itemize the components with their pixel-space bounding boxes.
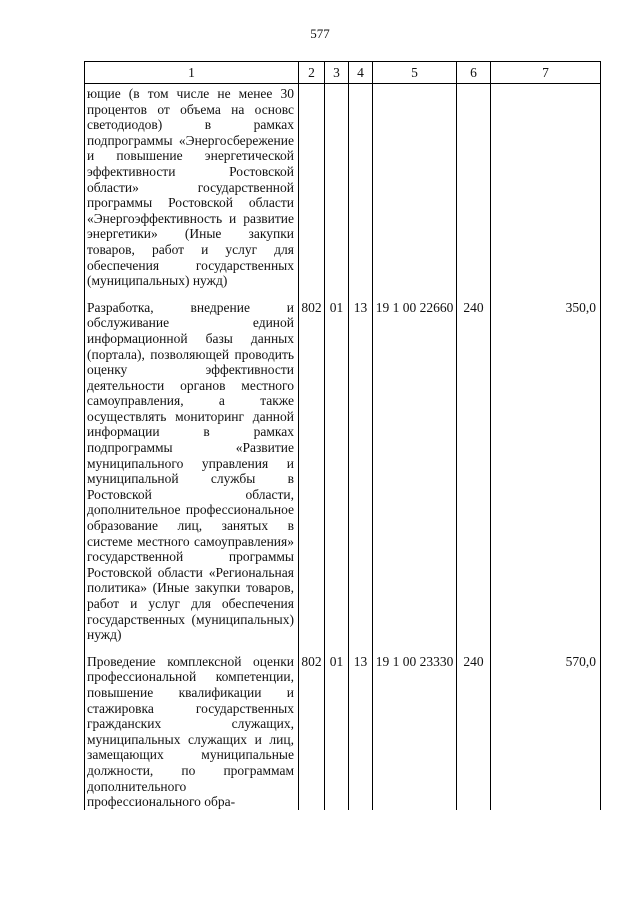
- row-section-code: 01: [325, 293, 349, 643]
- row-subsection-code: 13: [349, 647, 373, 810]
- header-col-5: 5: [373, 62, 457, 84]
- row-amount: 570,0: [491, 647, 601, 810]
- row-section-code: [325, 84, 349, 289]
- row-expense-type: 240: [457, 293, 491, 643]
- header-row: [85, 62, 601, 84]
- row-target-article: [373, 84, 457, 289]
- page-number: 577: [310, 26, 330, 41]
- row-section-code: 01: [325, 647, 349, 810]
- header-col-7: 7: [491, 62, 601, 84]
- row-description: Разработка, внедрение и обслуживание единой информационной базы данных (портала), позволяющей проводить оценку эффективности деятельности органов местного самоуправления, а также осуществлять мониторинг данной информации в рамках подпрограммы «Развитие муниципального управления и муниципальной службы в Ростовской области, дополнительное профессиональное образование лиц, занятых в системе местного самоуправления» государственной программы Ростовской области «Региональная политика» (Иные закупки товаров, работ и услуг для обеспечения государственных (муниципальных) нужд): [85, 293, 299, 643]
- header-col-6: 6: [457, 62, 491, 84]
- row-target-article: 19 1 00 22660: [373, 293, 457, 643]
- header-col-4: 4: [349, 62, 373, 84]
- header-col-1: 1: [85, 62, 299, 84]
- row-target-article: 19 1 00 23330: [373, 647, 457, 810]
- row-expense-type: [457, 84, 491, 289]
- row-ministry-code: [299, 84, 325, 289]
- table-row: [85, 84, 601, 289]
- row-amount: [491, 84, 601, 289]
- table-row: [85, 293, 601, 643]
- row-description: ющие (в том числе не менее 30 процентов от объема на основс светодиодов) в рамках подпрограммы «Энергосбережение и повышение энергетической эффективности Ростовской области» государственной программы Ростовской области «Энергоэффективность и развитие энергетики» (Иные закупки товаров, работ и услуг для обеспечения государственных (муниципальных) нужд): [85, 84, 299, 289]
- row-ministry-code: 802: [299, 647, 325, 810]
- header-col-3: 3: [325, 62, 349, 84]
- row-subsection-code: 13: [349, 293, 373, 643]
- row-expense-type: 240: [457, 647, 491, 810]
- row-amount: 350,0: [491, 293, 601, 643]
- row-subsection-code: [349, 84, 373, 289]
- table-row: [85, 647, 601, 810]
- budget-table: [84, 61, 600, 810]
- header-col-2: 2: [299, 62, 325, 84]
- row-description: Проведение комплексной оценки профессиональной компетенции, повышение квалификации и стажировка государственных гражданских служащих, муниципальных служащих и лиц, замещающих муниципальные должности, по программам дополнительного профессионального обра-: [85, 647, 299, 810]
- row-ministry-code: 802: [299, 293, 325, 643]
